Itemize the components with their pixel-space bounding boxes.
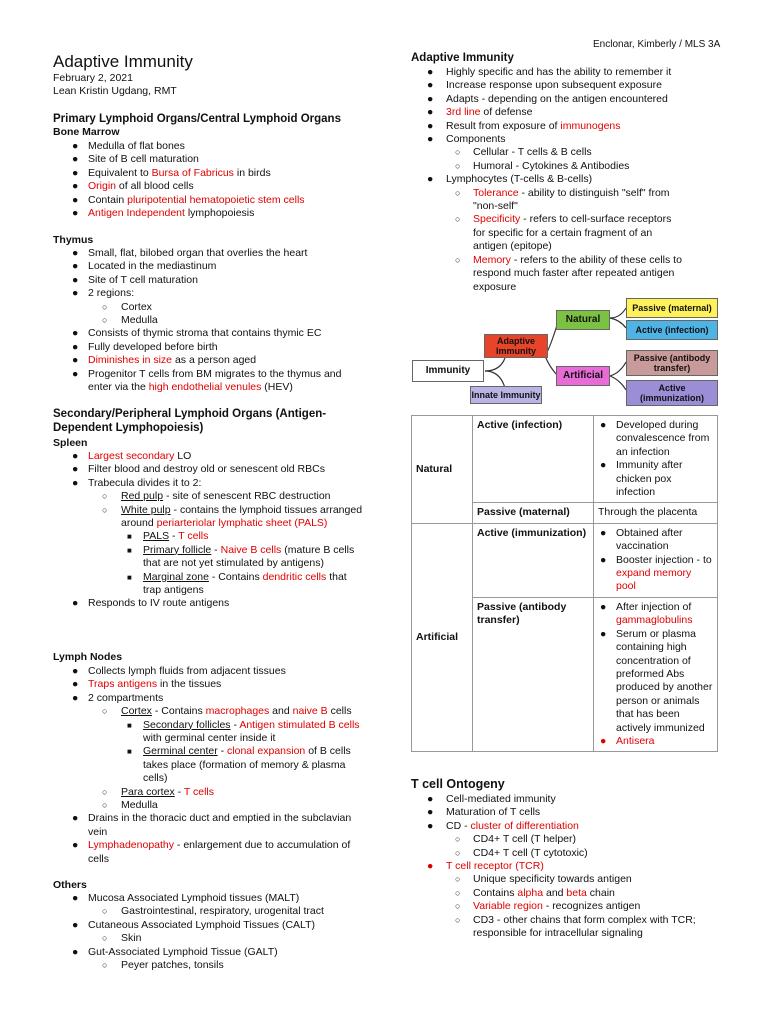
list-item: ○ Cortex bbox=[102, 300, 152, 313]
innate-immunity-box: Innate Immunity bbox=[470, 386, 542, 404]
list-item: ○ Gastrointestinal, respiratory, urogenital tract bbox=[102, 905, 324, 918]
list-item: ● 3rd line of defense bbox=[427, 106, 533, 119]
list-item: ● Maturation of T cells bbox=[427, 806, 541, 819]
immunity-box: Immunity bbox=[412, 360, 484, 382]
thymus-list bbox=[53, 247, 353, 394]
author-header: Enclonar, Kimberly / MLS 3A bbox=[593, 39, 721, 50]
list-item: ● Largest secondary LO bbox=[72, 450, 192, 462]
left-column bbox=[53, 52, 373, 99]
secondary-heading: Secondary/Peripheral Lymphoid Organs (Antigen-Dependent Lymphopoiesis) bbox=[53, 408, 327, 434]
spleen-list bbox=[53, 450, 363, 611]
list-item: ○ Medulla bbox=[102, 314, 158, 327]
table-cell: Passive (maternal) bbox=[473, 503, 594, 523]
list-item: ● Equivalent to Bursa of Fabricus in birds bbox=[72, 166, 271, 179]
list-item: ■ Marginal zone - Contains dendritic cells that trap antigens bbox=[127, 570, 347, 597]
others-title: Others bbox=[53, 879, 87, 891]
table-cell: Passive (antibody transfer) bbox=[473, 597, 594, 751]
adaptive-list bbox=[411, 66, 721, 294]
adaptive-heading: Adaptive Immunity bbox=[411, 52, 514, 64]
list-item: ● Site of B cell maturation bbox=[72, 153, 199, 166]
list-item: ○ Unique specificity towards antigen bbox=[455, 873, 632, 886]
list-item: ○ Peyer patches, tonsils bbox=[102, 959, 224, 972]
list-item: ● 2 regions: bbox=[72, 287, 135, 300]
bone-marrow-title: Bone Marrow bbox=[53, 126, 120, 138]
list-item: ● Diminishes in size as a person aged bbox=[72, 354, 257, 367]
list-item: ■ PALS - T cells bbox=[127, 530, 209, 543]
list-item: ● Result from exposure of immunogens bbox=[427, 119, 621, 132]
list-item: ○ White pulp - contains the lymphoid tissues arranged around periarteriolar lymphatic sheet (PALS) bbox=[102, 503, 363, 530]
list-item: ● Increase response upon subsequent exposure bbox=[427, 79, 662, 92]
doc-lecturer: Lean Kristin Ugdang, RMT bbox=[53, 85, 177, 98]
table-cell: Active (infection) bbox=[473, 416, 594, 503]
active-immunization-box: Active (immunization) bbox=[626, 380, 718, 406]
table-cell: Through the placenta bbox=[594, 503, 718, 523]
list-item: ○ Skin bbox=[102, 932, 142, 945]
list-item: ● Contain pluripotential hematopoietic stem cells bbox=[72, 193, 305, 206]
list-item: ○ Para cortex - T cells bbox=[102, 785, 215, 798]
list-item: ● Located in the mediastinum bbox=[72, 260, 217, 273]
list-item: ■ Germinal center - clonal expansion of B cells takes place (formation of memory & plasma cells) bbox=[127, 745, 351, 785]
list-item: ● Antigen Independent lymphopoiesis bbox=[72, 207, 255, 220]
list-item: ● CD - cluster of differentiation bbox=[427, 819, 579, 832]
list-item: ○ Contains alpha and beta chain bbox=[455, 886, 615, 899]
artificial-cell: Artificial bbox=[412, 523, 473, 752]
list-item: ○ CD3 - other chains that form complex with TCR; responsible for intracellular signaling bbox=[455, 913, 696, 940]
natural-cell: Natural bbox=[412, 416, 473, 524]
list-item: ○ Cellular - T cells & B cells bbox=[455, 146, 592, 159]
list-item: ● T cell receptor (TCR) bbox=[427, 860, 544, 873]
list-item: ● Fully developed before birth bbox=[72, 340, 218, 353]
passive-antibody-box: Passive (antibody transfer) bbox=[626, 350, 718, 376]
list-item: ● Small, flat, bilobed organ that overlies the heart bbox=[72, 247, 308, 259]
list-item: ● Components bbox=[427, 133, 506, 146]
list-item: ● Developed during convalescence from an infection bbox=[600, 419, 710, 458]
list-item: ● Mucosa Associated Lymphoid tissues (MALT) bbox=[72, 892, 300, 904]
list-item: ● Trabecula divides it to 2: bbox=[72, 476, 202, 489]
list-item: ○ Tolerance - ability to distinguish "self" from "non-self" bbox=[455, 186, 670, 213]
thymus-title: Thymus bbox=[53, 234, 94, 246]
table-cell bbox=[594, 523, 718, 597]
list-item: ● Responds to IV route antigens bbox=[72, 597, 230, 610]
adaptive-immunity-box: Adaptive Immunity bbox=[484, 334, 548, 358]
others-list bbox=[53, 892, 373, 972]
list-item: ● After injection of gammaglobulins bbox=[600, 600, 693, 627]
natural-box: Natural bbox=[556, 310, 610, 330]
table-row bbox=[412, 523, 718, 597]
list-item: ○ CD4+ T cell (T helper) bbox=[455, 833, 577, 846]
list-item: ● Gut-Associated Lymphoid Tissue (GALT) bbox=[72, 945, 278, 958]
spleen-title: Spleen bbox=[53, 437, 88, 449]
list-item: ● Consists of thymic stroma that contains thymic EC bbox=[72, 327, 322, 340]
list-item: ● Obtained after vaccination bbox=[600, 526, 683, 553]
immunity-diagram bbox=[410, 298, 720, 408]
table-cell bbox=[594, 416, 718, 503]
list-item: ● 2 compartments bbox=[72, 691, 164, 704]
lymph-nodes-list bbox=[53, 665, 363, 866]
list-item: ○ Variable region - recognizes antigen bbox=[455, 900, 641, 913]
list-item: ● Collects lymph fluids from adjacent tissues bbox=[72, 665, 286, 677]
list-item: ○ Red pulp - site of senescent RBC destruction bbox=[102, 490, 331, 503]
list-item: ● Filter blood and destroy old or senescent old RBCs bbox=[72, 463, 325, 476]
list-item: ○ Medulla bbox=[102, 799, 158, 812]
list-item: ● Site of T cell maturation bbox=[72, 273, 198, 286]
lymph-nodes-title: Lymph Nodes bbox=[53, 651, 123, 663]
immunity-table bbox=[411, 415, 718, 752]
tcell-heading: T cell Ontogeny bbox=[411, 777, 505, 791]
primary-section bbox=[53, 112, 373, 139]
doc-date: February 2, 2021 bbox=[53, 72, 133, 84]
list-item: ● Cutaneous Associated Lymphoid Tissues (CALT) bbox=[72, 918, 316, 931]
passive-maternal-box: Passive (maternal) bbox=[626, 298, 718, 318]
list-item: ● Origin of all blood cells bbox=[72, 180, 194, 193]
table-cell: Active (immunization) bbox=[473, 523, 594, 597]
doc-title: Adaptive Immunity bbox=[53, 52, 193, 71]
list-item: ● Immunity after chicken pox infection bbox=[600, 459, 683, 499]
bone-marrow-list bbox=[53, 140, 373, 220]
list-item: ● Drains in the thoracic duct and emptied in the subclavian vein bbox=[72, 812, 352, 838]
list-item: ● Serum or plasma containing high concentration of preformed Abs produced by another person or animals that has been actively immunized bbox=[600, 627, 713, 734]
list-item: ● Highly specific and has the ability to remember it bbox=[427, 66, 672, 78]
primary-heading: Primary Lymphoid Organs/Central Lymphoid Organs bbox=[53, 113, 341, 125]
list-item: ■ Secondary follicles - Antigen stimulated B cells with germinal center inside it bbox=[127, 718, 360, 745]
table-row bbox=[412, 416, 718, 503]
list-item: ● Cell-mediated immunity bbox=[427, 793, 556, 805]
list-item: ■ Primary follicle - Naive B cells (mature B cells that are not yet stimulated by antigens) bbox=[127, 543, 355, 570]
list-item: ● Lymphadenopathy - enlargement due to accumulation of cells bbox=[72, 839, 351, 865]
list-item: ● Lymphocytes (T-cells & B-cells) bbox=[427, 173, 593, 186]
list-item: ● Adapts - depending on the antigen encountered bbox=[427, 92, 668, 105]
list-item: ○ Memory - refers to the ability of these cells to respond much faster after repeated antigen exposure bbox=[455, 253, 682, 293]
active-infection-box: Active (infection) bbox=[626, 320, 718, 340]
list-item: ○ Specificity - refers to cell-surface receptors for specific for a certain fragment of an antigen (epitope) bbox=[455, 213, 672, 253]
list-item: ○ Cortex - Contains macrophages and naive B cells bbox=[102, 705, 352, 718]
artificial-box: Artificial bbox=[556, 366, 610, 386]
list-item: ● Antisera bbox=[600, 734, 655, 747]
list-item: ○ Humoral - Cytokines & Antibodies bbox=[455, 159, 630, 172]
list-item: ● Traps antigens in the tissues bbox=[72, 678, 222, 691]
table-cell bbox=[594, 597, 718, 751]
list-item: ● Progenitor T cells from BM migrates to the thymus and enter via the high endothelial venules (HEV) bbox=[72, 367, 342, 394]
list-item: ○ CD4+ T cell (T cytotoxic) bbox=[455, 846, 588, 859]
list-item: ● Medulla of flat bones bbox=[72, 140, 185, 152]
list-item: ● Booster injection - to expand memory pool bbox=[600, 553, 712, 593]
tcell-list bbox=[411, 793, 721, 940]
